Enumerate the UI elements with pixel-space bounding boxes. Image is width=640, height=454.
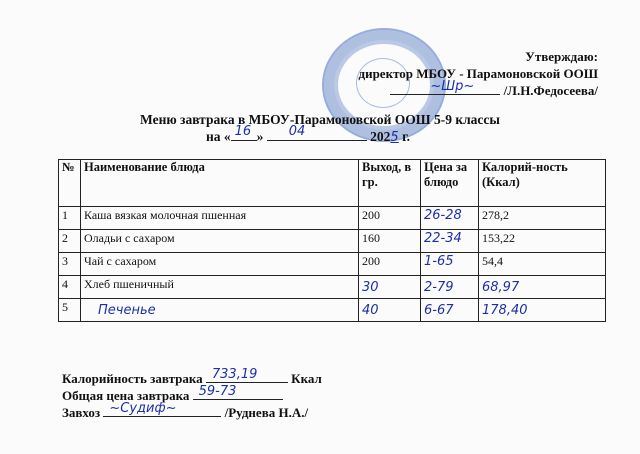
table-header-row: [59, 160, 606, 207]
cell-weight: [359, 299, 421, 322]
approval-signature-line: [390, 79, 500, 95]
cell-number: 5: [59, 299, 81, 322]
director-name: /Л.Н.Федосеева/: [503, 83, 598, 98]
price-label: Общая цена завтрака: [62, 388, 190, 403]
cell-weight: 200: [359, 207, 421, 230]
calories-value: 733,19: [211, 367, 258, 382]
handwritten-dish-name: Печенье: [98, 302, 156, 318]
header-calories: Калорий-ность (Ккал): [479, 160, 606, 207]
cell-calories: [479, 276, 606, 299]
cell-price: [421, 207, 479, 230]
date-year-prefix: 202: [370, 129, 391, 144]
cell-calories: 153,22: [479, 230, 606, 253]
date-close-quote: »: [256, 129, 264, 144]
table-row: [59, 207, 606, 230]
menu-title: Меню завтрака в МБОУ-Парамоновской ООШ 5-9 классы: [140, 112, 500, 127]
date-open-quote: на «: [206, 129, 231, 144]
cell-price: [421, 299, 479, 322]
table-row: [59, 253, 606, 276]
handwritten-price: 2-79: [424, 279, 454, 295]
header-number: №: [59, 160, 81, 207]
cell-weight: 160: [359, 230, 421, 253]
manager-signature-blank: [103, 401, 221, 417]
price-blank: [193, 384, 283, 400]
cell-price: [421, 230, 479, 253]
date-year-digit: 5: [390, 130, 399, 145]
handwritten-calories: 178,40: [482, 302, 528, 318]
approval-position: директор МБОУ - Парамоновской ООШ: [358, 66, 598, 81]
header-weight: Выход, в гр.: [359, 160, 421, 207]
cell-calories: 54,4: [479, 253, 606, 276]
director-signature: ~Шр~: [430, 79, 475, 94]
handwritten-price: 1-65: [424, 254, 454, 269]
header-price: Цена за блюдо: [421, 160, 479, 207]
cell-weight: 200: [359, 253, 421, 276]
cell-calories: [479, 299, 606, 322]
approval-signature-row: [359, 79, 598, 99]
manager-name: /Руднева Н.А./: [224, 405, 309, 420]
cell-number: 1: [59, 207, 81, 230]
calories-blank: [206, 367, 288, 383]
cell-price: [421, 276, 479, 299]
table-row: [59, 276, 606, 299]
manager-label: Завхоз: [62, 405, 101, 420]
date-month-blank: [267, 124, 367, 141]
cell-price: [421, 253, 479, 276]
handwritten-calories: 68,97: [482, 279, 520, 295]
calories-row: [62, 367, 322, 387]
cell-dish-name: [81, 299, 359, 322]
handwritten-price: 22-34: [424, 231, 462, 246]
date-suffix: г.: [402, 129, 411, 144]
manager-signature: ~Судиф~: [109, 401, 177, 416]
date-day: 16: [234, 124, 252, 139]
cell-dish-name: Оладьи с сахаром: [81, 230, 359, 253]
cell-number: 4: [59, 276, 81, 299]
approval-heading: Утверждаю:: [525, 49, 598, 64]
handwritten-weight: 30: [362, 279, 379, 295]
date-day-blank: [231, 124, 257, 141]
menu-date: [206, 124, 411, 145]
header-dish-name: Наименование блюда: [81, 160, 359, 207]
approval-block: [359, 48, 598, 99]
manager-row: [62, 401, 322, 421]
cell-calories: 278,2: [479, 207, 606, 230]
footer-block: [62, 367, 322, 421]
cell-number: 2: [59, 230, 81, 253]
cell-dish-name: Чай с сахаром: [81, 253, 359, 276]
price-value: 59-73: [198, 384, 237, 399]
calories-label: Калорийность завтрака: [62, 371, 203, 386]
table-row: [59, 230, 606, 253]
cell-weight: [359, 276, 421, 299]
menu-table: [58, 159, 606, 322]
cell-number: 3: [59, 253, 81, 276]
calories-unit: Ккал: [291, 371, 322, 386]
cell-dish-name: Хлеб пшеничный: [81, 276, 359, 299]
table-row: [59, 299, 606, 322]
date-month: 04: [288, 124, 306, 139]
handwritten-weight: 40: [362, 302, 379, 318]
handwritten-price: 6-67: [424, 302, 454, 318]
handwritten-price: 26-28: [424, 208, 462, 223]
price-row: [62, 384, 322, 404]
cell-dish-name: Каша вязкая молочная пшенная: [81, 207, 359, 230]
